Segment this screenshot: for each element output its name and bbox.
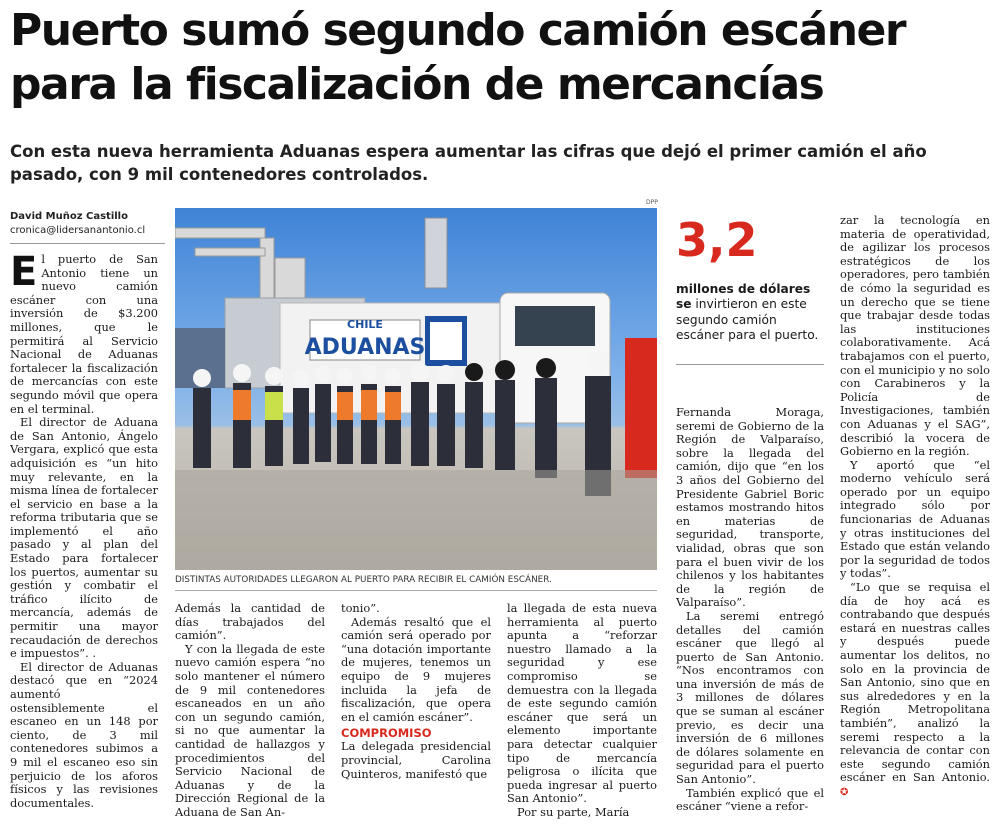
lead-paragraph-text: l puerto de San Antonio tiene un nuevo camión escáner con una inversión de $3.200 millones, que le permitirá al Servicio Nacional de Aduanas fortalecer la fiscalización de mercancías con este segundo móvil que opera en el terminal.	[10, 253, 158, 416]
column-6	[840, 214, 990, 824]
column-5	[676, 406, 824, 824]
paragraph: La delegada presidencial provincial, Carolina Quinteros, manifestó que	[341, 739, 491, 781]
truck-label: ADUANAS	[304, 335, 426, 360]
paragraph: El director de Aduanas destacó que en “2024 aumentó ostensiblemente el escaneo en un 148 por ciento, de 3 mil contenedores subimos a 9 mil el escaneo eso sin perjuicio de los aforos físicos y las revisiones documentales.	[10, 659, 158, 810]
highlight-bold-text: millones de dólares se	[676, 282, 811, 312]
column-1	[10, 253, 158, 823]
headline-line-2: para la fiscalización de mercancías	[10, 59, 824, 110]
section-heading: COMPROMISO	[341, 726, 432, 741]
paragraph: Por su parte, María	[517, 804, 630, 819]
paragraph: tonio”.	[341, 602, 380, 615]
highlight-body-text: invirtieron en este segundo camión escáner para el puerto.	[676, 297, 819, 343]
paragraph: La seremi entregó detalles del camión escáner que llegó al puerto de San Antonio. “Nos encontramos con una inversión de más de 3 millones de dólares que se suman al escáner previo, es decir una inversión de 6 millones de dólares solamente en seguridad para el puerto San Antonio”.	[676, 608, 824, 787]
byline-email[interactable]: cronica@lidersanantonio.cl	[10, 225, 146, 236]
column-3	[341, 602, 491, 824]
truck-label-top: CHILE	[347, 318, 383, 331]
photo-illustration	[175, 208, 657, 570]
drop-cap: E	[10, 253, 38, 295]
paragraph: Además la cantidad de días trabajados del camión”.	[175, 602, 325, 643]
paragraph: También explicó que el escáner “viene a refor-	[676, 785, 824, 814]
end-mark-icon: ✪	[840, 786, 849, 798]
photo-credit: DPP	[646, 199, 658, 206]
highlight-divider	[676, 364, 824, 365]
paragraph	[840, 581, 990, 800]
paragraph: Además resaltó que el camión será operado por “una dotación importante de mujeres, tenemos un equipo de 9 mujeres incluida la jefa de fiscalización, que opera en el camión escáner”.	[341, 614, 491, 724]
paragraph: Y aportó que “el moderno vehículo será operado por un equipo integrado sólo por funcionarias de Aduanas y otras instituciones del Estado que están velando por la seguridad de todos y todas”.	[840, 457, 990, 581]
byline-author: David Muñoz Castillo	[10, 211, 128, 222]
paragraph: Y con la llegada de este nuevo camión espera “no solo mantener el número de 9 mil contenedores escaneados en un año con un segundo camión, si no que aumentar la cantidad de hallazgos y procedimientos del Servicio Nacional de Aduanas y de la Dirección Regional de la Aduana de San An-	[175, 641, 325, 819]
column-2	[175, 602, 325, 824]
lead-paragraph	[10, 253, 158, 416]
highlight-number: 3,2	[676, 213, 758, 267]
byline	[10, 210, 165, 244]
article-photo	[175, 208, 657, 570]
paragraph: la llegada de esta nueva herramienta al puerto apunta a “reforzar nuestro llamado a la seguridad y ese compromiso se demuestra con la llegada de este segundo camión escáner que será un elemento importante para detectar cualquier tipo de mercancía peligrosa o ilícita que pueda ingresar al puerto San Antonio”.	[507, 602, 657, 806]
paragraph: El director de Aduana de San Antonio, Ángelo Vergara, explicó que esta adquisición es “un hito muy relevante, en la misma línea de fortalecer el servicio en base a la reforma tributaria que se implementó el año pasado y al plan del Estado para fortalecer los puertos, aumentar su gestión y combatir el tráfico ilícito de mercancía, además de permitir una mayor recaudación de derechos e impuestos”. .	[10, 415, 158, 661]
subheadline: Con esta nueva herramienta Aduanas espera aumentar las cifras que dejó el primer camión el año pasado, con 9 mil contenedores controlados.	[10, 142, 927, 184]
headline	[10, 4, 995, 112]
paragraph-text: “Lo que se requisa el día de hoy acá es contrabando que después estará en nuestras calles y después puede aumentar los delitos, no solo en la provincia de San Antonio, sino que en sus alrededores y en la Región Metropolitana también”, analizó la seremi respecto a la relevancia de contar con este segundo camión escáner en San Antonio.	[840, 580, 990, 785]
highlight-text	[676, 282, 824, 344]
column-4	[507, 602, 657, 824]
paragraph: zar la tecnología en materia de operatividad, de agilizar los procesos estratégicos de los operadores, pero también de cómo la seguridad es un derecho que se tiene que trabajar desde todas las instituciones colaborativamente. Acá trabajamos con el puerto, con el municipio y no solo con Carabineros y la Policía de Investigaciones, también con Aduanas y el SAG”, describió la vocera de Gobierno en la región.	[840, 214, 990, 459]
headline-line-1: Puerto sumó segundo camión escáner	[10, 5, 906, 56]
paragraph: Fernanda Moraga, seremi de Gobierno de la Región de Valparaíso, sobre la llegada del camión, dijo que “en los 3 años del Gobierno del Presidente Gabriel Boric estamos mostrando hitos en materias de seguridad, transporte, vialidad, obras que son para el buen vivir de los chilenos y los habitantes de la región de Valparaíso”.	[676, 406, 824, 610]
photo-caption: DISTINTAS AUTORIDADES LLEGARON AL PUERTO PARA RECIBIR EL CAMIÓN ESCÁNER.	[175, 574, 657, 591]
